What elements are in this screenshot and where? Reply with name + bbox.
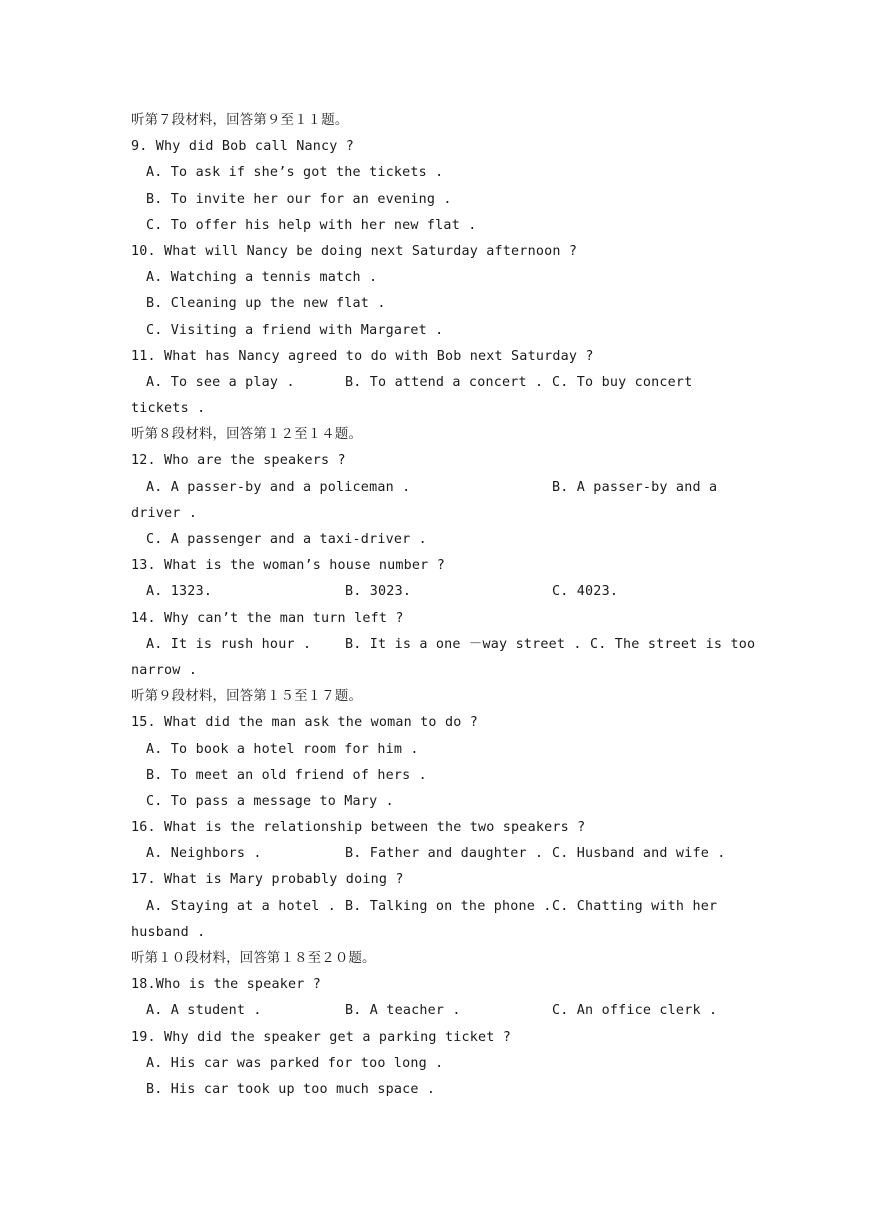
option-18c: C. An office clerk .: [552, 1003, 718, 1019]
option-11c-wrap: tickets .: [131, 401, 206, 417]
option-17b: B. Talking on the phone .: [345, 898, 552, 914]
question-15: 15. What did the man ask the woman to do ?: [131, 715, 478, 731]
option-13a: A. 1323.: [146, 584, 213, 600]
question-11: 11. What has Nancy agreed to do with Bob next Saturday ?: [131, 348, 594, 364]
section-heading: 听第８段材料，回答第１２至１４题。: [131, 427, 363, 443]
option-16c: C. Husband and wife .: [552, 846, 726, 862]
option-18a: A. A student .: [146, 1003, 262, 1019]
option-10c: C. Visiting a friend with Margaret .: [146, 322, 444, 338]
option-11b: B. To attend a concert .: [345, 374, 544, 390]
option-10b: B. Cleaning up the new flat .: [146, 296, 386, 312]
option-12b: B. A passer-by and a: [552, 479, 718, 495]
question-17: 17. What is Mary probably doing ?: [131, 872, 404, 888]
option-17c-wrap: husband .: [131, 924, 206, 940]
option-19a: A. His car was parked for too long .: [146, 1055, 444, 1071]
question-9: 9. Why did Bob call Nancy ?: [131, 139, 355, 155]
question-10: 10. What will Nancy be doing next Saturday afternoon ?: [131, 243, 578, 259]
option-17a: A. Staying at a hotel .: [146, 898, 337, 914]
options-row-12: [131, 475, 771, 501]
option-12a: A. A passer-by and a policeman .: [146, 479, 411, 495]
options-row-14: [131, 632, 771, 658]
option-12b-wrap: driver .: [131, 505, 198, 521]
option-14c: C. The street is too: [590, 636, 756, 652]
question-16: 16. What is the relationship between the two speakers ?: [131, 820, 586, 836]
option-14b: B. It is a one －way street .: [345, 636, 582, 652]
option-9c: C. To offer his help with her new flat .: [146, 217, 477, 233]
option-9b: B. To invite her our for an evening .: [146, 191, 452, 207]
exam-page: [131, 108, 771, 1103]
option-15c: C. To pass a message to Mary .: [146, 793, 394, 809]
question-19: 19. Why did the speaker get a parking ticket ?: [131, 1029, 512, 1045]
option-13b: B. 3023.: [345, 584, 412, 600]
options-row-16: [131, 841, 771, 867]
question-14: 14. Why can’t the man turn left ?: [131, 610, 404, 626]
option-12c: C. A passenger and a taxi-driver .: [146, 532, 427, 547]
option-16a: A. Neighbors .: [146, 846, 262, 862]
option-14a: A. It is rush hour .: [146, 636, 312, 652]
option-11c: C. To buy concert: [552, 374, 693, 390]
option-14c-wrap: narrow .: [131, 662, 198, 678]
option-9a: A. To ask if she’s got the tickets .: [146, 165, 444, 181]
option-18b: B. A teacher .: [345, 1003, 461, 1019]
section-heading: 听第９段材料，回答第１５至１７题。: [131, 689, 363, 705]
option-19b: B. His car took up too much space .: [146, 1081, 436, 1097]
options-row-11: [131, 370, 771, 396]
section-heading: 听第７段材料，回答第９至１１题。: [131, 113, 349, 128]
option-15b: B. To meet an old friend of hers .: [146, 767, 427, 783]
question-12: 12. Who are the speakers ?: [131, 453, 346, 469]
question-18: 18.Who is the speaker ?: [131, 977, 322, 993]
option-13c: C. 4023.: [552, 584, 619, 600]
option-11a: A. To see a play .: [146, 374, 295, 390]
option-10a: A. Watching a tennis match .: [146, 270, 378, 286]
options-row-13: [131, 579, 771, 605]
option-15a: A. To book a hotel room for him .: [146, 741, 419, 757]
section-heading: 听第１０段材料，回答第１８至２０题。: [131, 951, 376, 966]
option-17c: C. Chatting with her: [552, 898, 718, 914]
options-row-17: [131, 894, 771, 920]
option-16b: B. Father and daughter .: [345, 846, 544, 862]
options-row-18: [131, 998, 771, 1024]
question-13: 13. What is the woman’s house number ?: [131, 558, 445, 574]
